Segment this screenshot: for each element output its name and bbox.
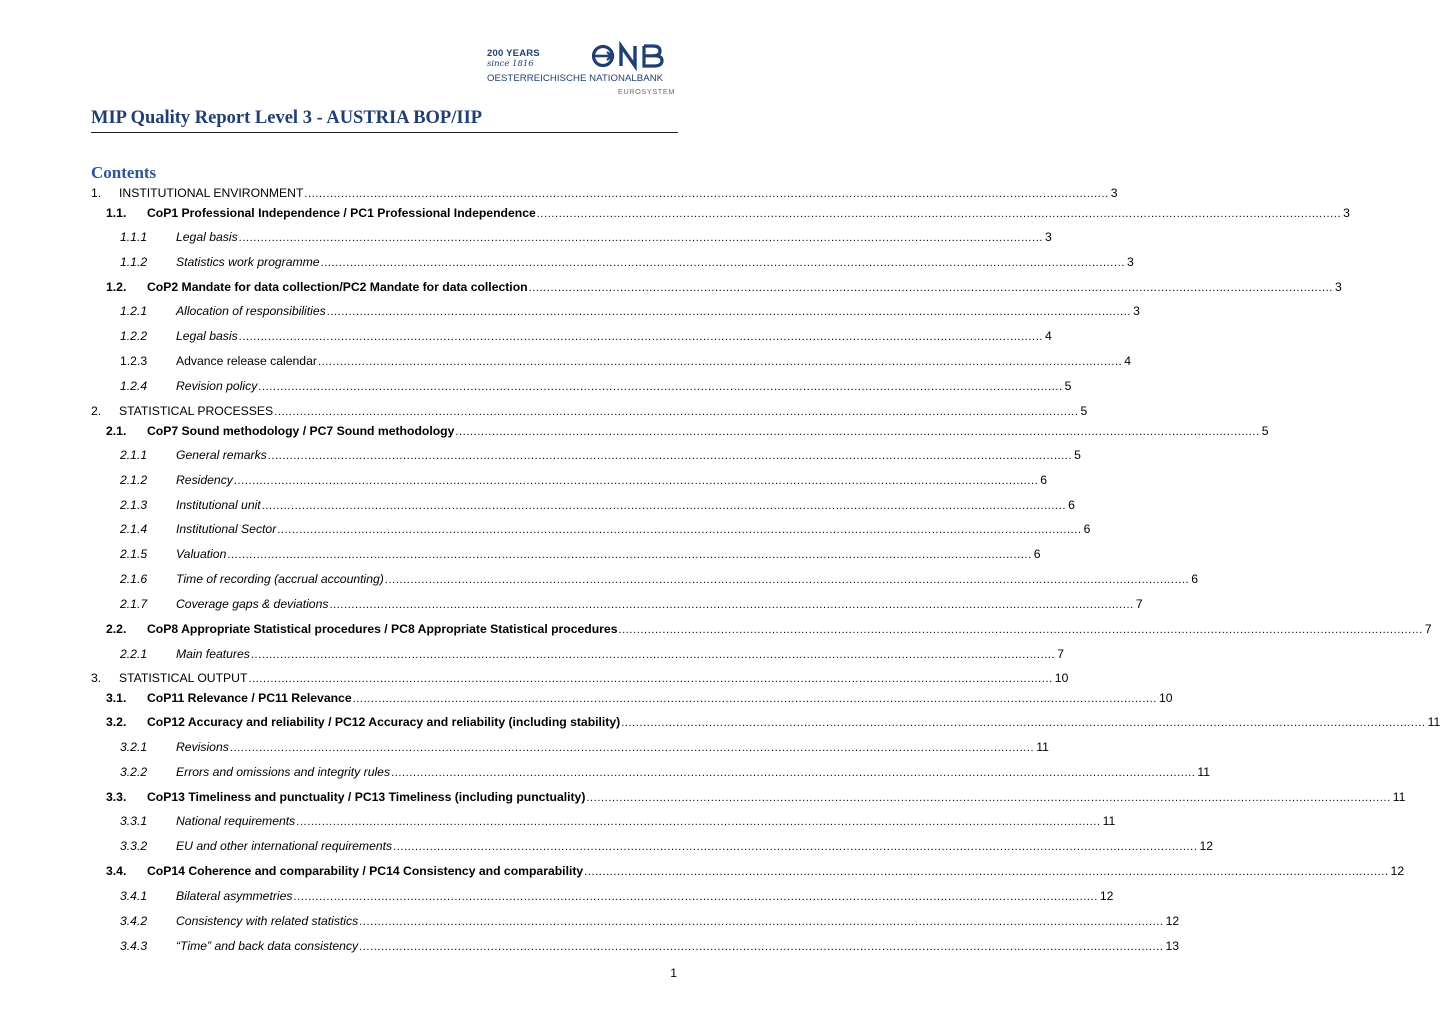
toc-leader-dots: ............................................................................................................................................................................................................................: [528, 282, 1333, 294]
toc-leader-dots: ............................................................................................................................................................................................................................: [455, 426, 1260, 438]
toc-leader-dots: ............................................................................................................................................................................................................................: [326, 306, 1132, 318]
toc-entry-title: Residency: [176, 473, 233, 487]
toc-entry-title: National requirements: [176, 814, 296, 828]
toc-entry-number: 2.1.5: [120, 547, 148, 561]
toc-entry-title: Revision policy: [176, 379, 258, 393]
toc-entry[interactable]: [120, 597, 1143, 613]
toc-entry-number: 3.: [91, 671, 102, 685]
toc-entry-page: 6: [1191, 572, 1198, 586]
toc-entry-number: 3.3.1: [120, 814, 148, 828]
toc-entry-title: Errors and omissions and integrity rules: [176, 765, 391, 779]
toc-entry-page: 3: [1133, 304, 1140, 318]
toc-entry-number: 1.2.4: [120, 379, 148, 393]
toc-leader-dots: ............................................................................................................................................................................................................................: [293, 891, 1098, 903]
toc-entry-number: 3.3.: [106, 790, 127, 804]
logo-since: since 1816: [487, 59, 534, 69]
toc-entry-number: 1.1.2: [120, 255, 148, 269]
toc-leader-dots: ............................................................................................................................................................................................................................: [238, 232, 1044, 244]
onb-logo-mark-icon: [591, 44, 677, 68]
toc-entry-page: 10: [1158, 691, 1173, 705]
toc-entry-title: Main features: [176, 647, 250, 661]
toc-entry[interactable]: [106, 424, 1269, 440]
toc-entry-number: 2.1.7: [120, 597, 148, 611]
toc-entry-page: 6: [1040, 473, 1048, 487]
toc-entry-title: Time of recording (accrual accounting): [176, 572, 384, 586]
toc-leader-dots: ............................................................................................................................................................................................................................: [250, 649, 1056, 661]
toc-entry-number: 1.2.: [106, 280, 127, 294]
toc-entry-title: “Time” and back data consistency: [176, 939, 359, 953]
toc-entry-number: 2.2.1: [120, 647, 148, 661]
toc-entry-title: Advance release calendar: [176, 354, 317, 368]
toc-entry-title: Consistency with related statistics: [176, 914, 359, 928]
toc-entry-page: 6: [1083, 522, 1091, 536]
toc-entry[interactable]: [120, 448, 1081, 464]
toc-entry[interactable]: [91, 671, 1069, 687]
toc-leader-dots: ............................................................................................................................................................................................................................: [227, 549, 1032, 561]
toc-entry-page: 5: [1064, 379, 1072, 393]
toc-entry-number: 2.1.4: [120, 522, 148, 536]
toc-entry-page: 6: [1068, 498, 1075, 512]
toc-entry-page: 3: [1126, 255, 1134, 269]
page-number: 1: [670, 966, 677, 980]
toc-entry-number: 3.4.: [106, 864, 127, 878]
toc-entry[interactable]: [120, 939, 1180, 955]
toc-entry-number: 1.1.1: [120, 230, 148, 244]
toc-entry-number: 3.4.3: [120, 939, 148, 953]
toc-entry[interactable]: [120, 914, 1180, 930]
toc-entry-page: 12: [1199, 839, 1214, 853]
toc-entry-number: 3.3.2: [120, 839, 148, 853]
toc-entry[interactable]: [120, 547, 1041, 563]
toc-leader-dots: ............................................................................................................................................................................................................................: [296, 816, 1101, 828]
toc-entry-title: CoP14 Coherence and comparability / PC14 Consistency and comparability: [147, 864, 584, 878]
toc-entry-title: General remarks: [176, 448, 267, 462]
toc-entry-page: 11: [1197, 765, 1211, 779]
toc-entry-title: Legal basis: [176, 329, 238, 343]
toc-entry[interactable]: [120, 572, 1198, 588]
toc-entry[interactable]: [106, 864, 1405, 880]
toc-leader-dots: ............................................................................................................................................................................................................................: [248, 673, 1053, 685]
toc-entry-title: INSTITUTIONAL ENVIRONMENT: [119, 186, 304, 200]
toc-entry-page: 11: [1102, 814, 1116, 828]
toc-entry-title: Legal basis: [176, 230, 238, 244]
toc-entry-number: 1.1.: [106, 206, 127, 220]
toc-entry[interactable]: [120, 329, 1052, 345]
toc-leader-dots: ............................................................................................................................................................................................................................: [233, 475, 1039, 487]
toc-entry[interactable]: [120, 814, 1116, 830]
toc-leader-dots: ............................................................................................................................................................................................................................: [536, 208, 1342, 220]
toc-entry-page: 7: [1135, 597, 1143, 611]
toc-entry[interactable]: [91, 186, 1118, 202]
toc-leader-dots: ............................................................................................................................................................................................................................: [304, 188, 1109, 200]
logo-eurosystem: EUROSYSTEM: [617, 87, 675, 96]
toc-leader-dots: ............................................................................................................................................................................................................................: [274, 406, 1079, 418]
toc-entry-page: 11: [1427, 715, 1440, 729]
toc-entry-page: 7: [1424, 622, 1432, 636]
toc-entry[interactable]: [106, 691, 1173, 707]
toc-entry-number: 3.2.1: [120, 740, 148, 754]
toc-entry-title: Allocation of responsibilities: [176, 304, 326, 318]
toc-entry-number: 3.1.: [106, 691, 127, 705]
toc-entry-number: 3.4.2: [120, 914, 148, 928]
toc-entry-title: CoP12 Accuracy and reliability / PC12 Accuracy and reliability (including stability): [147, 715, 621, 729]
toc-leader-dots: ............................................................................................................................................................................................................................: [329, 599, 1134, 611]
toc-entry-page: 11: [1036, 740, 1049, 754]
toc-entry-page: 4: [1124, 354, 1132, 368]
toc-entry-page: 5: [1074, 448, 1081, 462]
toc-entry[interactable]: [106, 280, 1342, 296]
toc-entry-page: 6: [1033, 547, 1041, 561]
toc-entry[interactable]: [120, 647, 1064, 663]
toc-entry[interactable]: [120, 839, 1214, 855]
toc-entry[interactable]: [120, 255, 1134, 271]
toc-entry-number: 2.2.: [106, 622, 127, 636]
toc-entry-title: Coverage gaps & deviations: [176, 597, 329, 611]
toc-entry-page: 11: [1392, 790, 1406, 804]
toc-entry-number: 2.1.3: [120, 498, 148, 512]
toc-entry-number: 1.2.1: [120, 304, 148, 318]
toc-entry-number: 1.2.2: [120, 329, 148, 343]
toc-entry-number: 2.1.2: [120, 473, 148, 487]
toc-entry[interactable]: [106, 790, 1406, 806]
onb-logo: [487, 44, 677, 100]
toc-entry-title: CoP1 Professional Independence / PC1 Professional Independence: [147, 206, 536, 220]
toc-entry-title: Institutional Sector: [176, 522, 277, 536]
toc-leader-dots: ............................................................................................................................................................................................................................: [258, 381, 1063, 393]
toc-entry-title: CoP2 Mandate for data collection/PC2 Mandate for data collection: [147, 280, 528, 294]
toc-entry[interactable]: [120, 379, 1072, 395]
toc-leader-dots: ............................................................................................................................................................................................................................: [586, 792, 1391, 804]
toc-entry-title: STATISTICAL PROCESSES: [119, 404, 274, 418]
toc-entry[interactable]: [120, 230, 1052, 246]
toc-leader-dots: ............................................................................................................................................................................................................................: [238, 331, 1044, 343]
toc-entry-page: 4: [1045, 329, 1052, 343]
toc-entry[interactable]: [106, 715, 1440, 731]
toc-leader-dots: ............................................................................................................................................................................................................................: [391, 767, 1196, 779]
toc-entry-page: 12: [1165, 914, 1180, 928]
toc-entry[interactable]: [120, 473, 1048, 489]
toc-entry-number: 2.1.: [106, 424, 127, 438]
toc-entry-page: 13: [1165, 939, 1180, 953]
toc-entry-number: 3.2.2: [120, 765, 148, 779]
toc-entry-number: 3.4.1: [120, 889, 148, 903]
toc-leader-dots: ............................................................................................................................................................................................................................: [618, 624, 1423, 636]
toc-entry-title: Institutional unit: [176, 498, 261, 512]
toc-entry-page: 12: [1099, 889, 1114, 903]
toc-entry-number: 2.: [91, 404, 102, 418]
toc-entry-page: 5: [1261, 424, 1269, 438]
toc-entry-title: Valuation: [176, 547, 227, 561]
toc-entry-title: STATISTICAL OUTPUT: [119, 671, 248, 685]
logo-years: 200 YEARS: [487, 48, 540, 59]
toc-leader-dots: ............................................................................................................................................................................................................................: [384, 574, 1190, 586]
toc-entry-page: 5: [1080, 404, 1088, 418]
toc-entry-title: Bilateral asymmetries: [176, 889, 293, 903]
toc-entry-number: 1.2.3: [120, 354, 148, 368]
toc-entry[interactable]: [120, 765, 1211, 781]
toc-leader-dots: ............................................................................................................................................................................................................................: [267, 450, 1073, 462]
toc-entry[interactable]: [106, 206, 1350, 222]
toc-leader-dots: ............................................................................................................................................................................................................................: [393, 841, 1198, 853]
contents-heading: Contents: [91, 163, 157, 182]
toc-entry[interactable]: [120, 354, 1132, 370]
toc-leader-dots: ............................................................................................................................................................................................................................: [359, 941, 1164, 953]
toc-leader-dots: ............................................................................................................................................................................................................................: [277, 524, 1082, 536]
toc-entry-page: 10: [1054, 671, 1069, 685]
toc-leader-dots: ............................................................................................................................................................................................................................: [352, 693, 1157, 705]
toc-entry-title: CoP8 Appropriate Statistical procedures / PC8 Appropriate Statistical procedures: [147, 622, 618, 636]
toc-entry-title: CoP7 Sound methodology / PC7 Sound methodology: [147, 424, 455, 438]
document-title: MIP Quality Report Level 3 - AUSTRIA BOP/IIP: [91, 108, 483, 128]
toc-entry-page: 3: [1110, 186, 1118, 200]
toc-entry[interactable]: [120, 522, 1091, 538]
toc-entry-number: 2.1.6: [120, 572, 148, 586]
title-divider: [91, 132, 678, 133]
toc-leader-dots: ............................................................................................................................................................................................................................: [317, 356, 1123, 368]
toc-leader-dots: ............................................................................................................................................................................................................................: [359, 916, 1164, 928]
toc-leader-dots: ............................................................................................................................................................................................................................: [261, 500, 1067, 512]
toc-entry-page: 3: [1343, 206, 1350, 220]
toc-leader-dots: ............................................................................................................................................................................................................................: [621, 717, 1426, 729]
toc-entry[interactable]: [106, 622, 1432, 638]
toc-leader-dots: ............................................................................................................................................................................................................................: [320, 257, 1125, 269]
toc-entry-title: Statistics work programme: [176, 255, 320, 269]
toc-entry[interactable]: [120, 498, 1075, 514]
toc-entry-page: 7: [1057, 647, 1064, 661]
toc-entry[interactable]: [91, 404, 1088, 420]
toc-entry-page: 12: [1390, 864, 1405, 878]
toc-entry-page: 3: [1045, 230, 1052, 244]
toc-entry-page: 3: [1334, 280, 1342, 294]
toc-entry[interactable]: [120, 740, 1049, 756]
toc-entry[interactable]: [120, 304, 1140, 320]
toc-entry-title: CoP11 Relevance / PC11 Relevance: [147, 691, 352, 705]
toc-leader-dots: ............................................................................................................................................................................................................................: [229, 742, 1035, 754]
toc-entry-title: EU and other international requirements: [176, 839, 393, 853]
toc-entry-number: 1.: [91, 186, 102, 200]
toc-entry-number: 3.2.: [106, 715, 127, 729]
toc-entry-title: CoP13 Timeliness and punctuality / PC13 Timeliness (including punctuality): [147, 790, 586, 804]
toc-leader-dots: ............................................................................................................................................................................................................................: [584, 866, 1389, 878]
toc-entry[interactable]: [120, 889, 1114, 905]
toc-entry-number: 2.1.1: [120, 448, 148, 462]
toc-entry-title: Revisions: [176, 740, 229, 754]
logo-bank-name: OESTERREICHISCHE NATIONALBANK: [487, 73, 664, 84]
